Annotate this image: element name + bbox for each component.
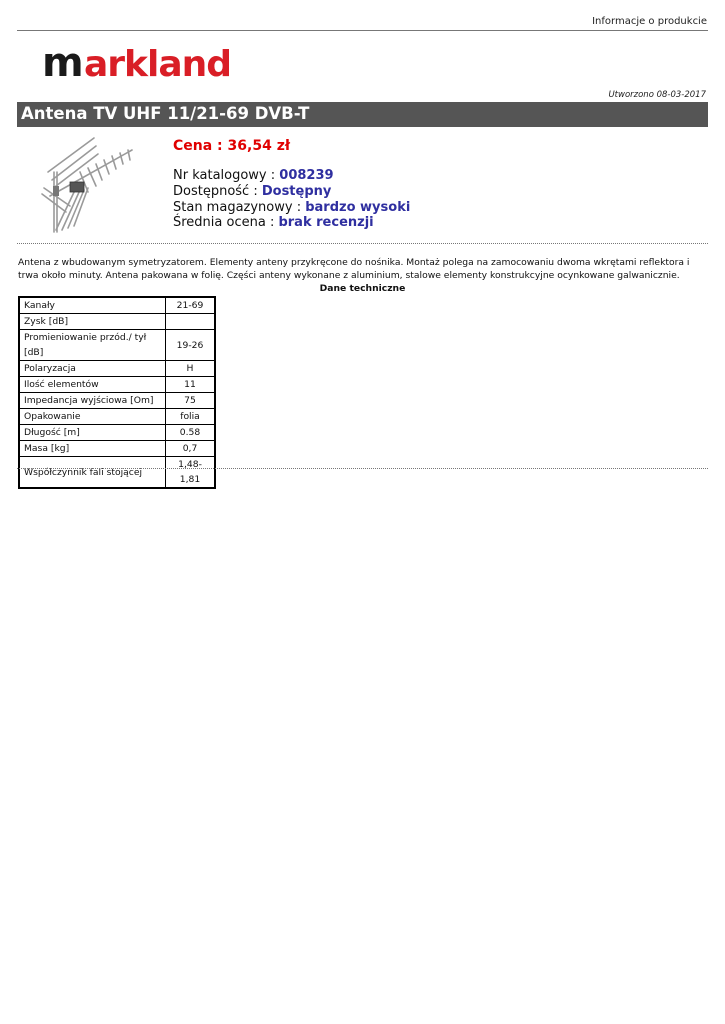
spec-value: H [166, 361, 216, 377]
specs-table [18, 296, 216, 489]
availability-label: Dostępność : [173, 184, 262, 199]
availability-value: Dostępny [261, 184, 332, 199]
spec-value: 0.58 [166, 425, 216, 441]
rating-label: Średnia ocena : [173, 215, 279, 230]
table-row [19, 377, 215, 393]
spec-value: 11 [166, 377, 216, 393]
product-info-header: Informacje o produkcie [592, 16, 707, 27]
spec-key: Impedancja wyjściowa [Om] [19, 393, 166, 409]
table-row [19, 297, 215, 314]
divider-top [17, 243, 708, 244]
product-info [173, 138, 411, 230]
title-bar [17, 102, 708, 127]
table-row [19, 425, 215, 441]
rating-row [173, 215, 374, 230]
stock-row [173, 200, 410, 215]
spec-key: Promieniowanie przód./ tył [dB] [19, 330, 166, 361]
table-row [19, 409, 215, 425]
table-row [19, 330, 215, 361]
catalog-value: 008239 [279, 168, 334, 183]
spec-value: 0,7 [166, 441, 216, 457]
markland-logo [40, 40, 240, 88]
header-divider [17, 30, 708, 31]
spec-value: 75 [166, 393, 216, 409]
spec-value [166, 314, 216, 330]
product-title: Antena TV UHF 11/21-69 DVB-T [21, 104, 310, 123]
specs-heading: Dane techniczne [319, 283, 406, 294]
spec-value: folia [166, 409, 216, 425]
table-row [19, 441, 215, 457]
logo-wordmark: arkland [84, 44, 232, 84]
spec-key: Kanały [19, 297, 166, 314]
table-row [19, 457, 215, 489]
antenna-image [36, 136, 148, 234]
antenna-icon [36, 136, 148, 234]
table-row [19, 361, 215, 377]
spec-key: Długość [m] [19, 425, 166, 441]
logo-graphic [40, 40, 240, 84]
spec-key: Współczynnik fali stojącej [19, 457, 166, 489]
table-row [19, 393, 215, 409]
spec-value: 21-69 [166, 297, 216, 314]
spec-key: Masa [kg] [19, 441, 166, 457]
spec-key: Ilość elementów [19, 377, 166, 393]
table-row [19, 314, 215, 330]
product-description: Antena z wbudowanym symetryzatorem. Elementy anteny przykręcone do nośnika. Montaż polega na zamocowaniu dwoma wkrętami reflektora i trwa około minuty. Antena pakowana w folię. Części anteny wykonane z aluminium, stalowe elementy konstrukcyjne ocynkowane galwanicznie. [18, 257, 690, 281]
rating-value: brak recenzji [278, 215, 374, 230]
catalog-number-row [173, 168, 334, 183]
stock-value: bardzo wysoki [305, 200, 411, 215]
spec-key: Opakowanie [19, 409, 166, 425]
spec-value: 19-26 [166, 330, 216, 361]
spec-key: Zysk [dB] [19, 314, 166, 330]
created-date: Utworzono 08-03-2017 [608, 90, 706, 100]
availability-row [173, 184, 331, 199]
spec-key: Polaryzacja [19, 361, 166, 377]
logo-letter-m: m [42, 40, 84, 84]
divider-bottom [17, 468, 708, 469]
stock-label: Stan magazynowy : [173, 200, 306, 215]
catalog-label: Nr katalogowy : [173, 168, 280, 183]
spec-value: 1,48-1,81 [166, 457, 216, 489]
product-price: Cena : 36,54 zł [173, 138, 291, 154]
